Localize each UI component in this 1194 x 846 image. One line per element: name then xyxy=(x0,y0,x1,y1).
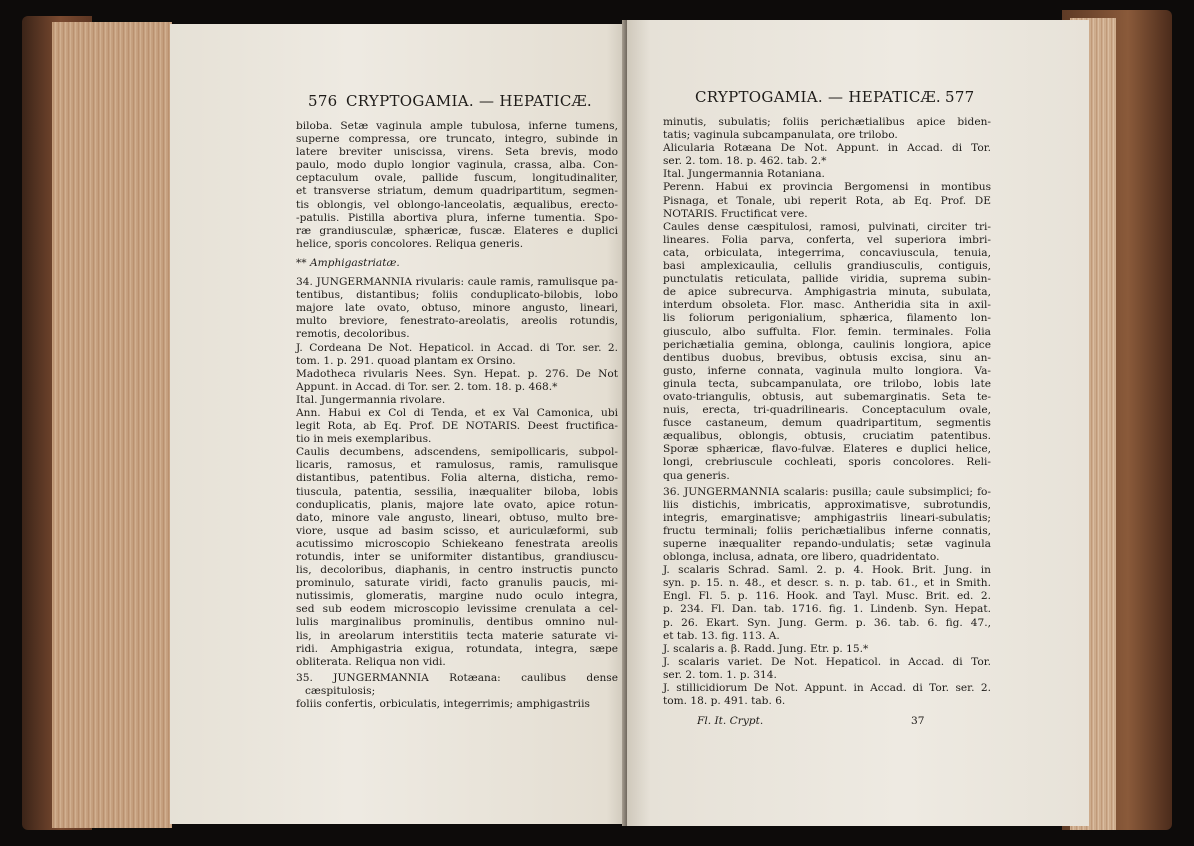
right-text-column xyxy=(663,116,991,708)
text-line: viore, usque ad basim scisso, et auriculæformi, sub xyxy=(296,524,618,537)
text-line: tis oblongis, vel oblongo-lanceolatis, æqualibus, erecto- xyxy=(296,198,618,211)
text-line: qua generis. xyxy=(663,469,730,482)
text-line: paulo, modo duplo longior vaginula, crassa, alba. Con- xyxy=(296,159,618,172)
text-line: dentibus duobus, brevibus, obtusis excisa, sinu an- xyxy=(663,351,991,364)
text-line: legit Rota, ab Eq. Prof. DE NOTARIS. Deest fructifica- xyxy=(296,420,618,433)
text-line: Engl. Fl. 5. p. 116. Hook. and Tayl. Musc. Brit. ed. 2. xyxy=(663,590,991,603)
text-line: J. scalaris a. β. Radd. Jung. Etr. p. 15.* xyxy=(663,642,869,655)
text-line: ginula tecta, subcampanulata, ore trilobo, lobis late xyxy=(663,377,991,390)
left-text-column xyxy=(296,120,618,711)
text-line: gusto, inferne connata, vaginula multo longiora. Va- xyxy=(663,364,991,377)
text-line: Pisnaga, et Tonale, ubi reperit Rota, ab Eq. Prof. DE xyxy=(663,194,991,207)
text-line: ser. 2. tom. 1. p. 314. xyxy=(663,668,777,681)
text-line: lis, in areolarum interstitiis tecta materie saturate vi- xyxy=(296,629,618,642)
text-line: 34. JUNGERMANNIA rivularis: caule ramis, ramulisque pa- xyxy=(296,276,618,289)
left-page-number: 576 xyxy=(308,92,338,110)
text-line: 36. JUNGERMANNIA scalaris: pusilla; caule subsimplici; fo- xyxy=(663,485,991,498)
text-line: ræ grandiusculæ, sphæricæ, fuscæ. Elateres e duplici xyxy=(296,224,618,237)
text-line: tiuscula, patentia, sessilia, inæqualiter biloba, lobis xyxy=(296,485,618,498)
text-line: ridi. Amphigastria exigua, rotundata, integra, sæpe xyxy=(296,642,618,655)
text-line: tom. 1. p. 291. quoad plantam ex Orsino. xyxy=(296,354,516,367)
text-line: p. 26. Ekart. Syn. Jung. Germ. p. 36. tab. 6. fig. 47., xyxy=(663,616,991,629)
text-line: ceptaculum ovale, pallide fuscum, longitudinaliter, xyxy=(296,172,618,185)
text-line: giusculo, albo suffulta. Flor. femin. terminales. Folia xyxy=(663,325,991,338)
text-line: minutis, subulatis; foliis perichætialibus apice biden- xyxy=(663,116,991,128)
text-line: de apice subrecurva. Amphigastria minuta, subulata, xyxy=(663,286,991,299)
text-line: tom. 18. p. 491. tab. 6. xyxy=(663,695,786,708)
text-line: longi, crebriuscule cochleati, sporis concolores. Reli- xyxy=(663,456,991,469)
text-line: -patulis. Pistilla abortiva plura, inferne tumentia. Spo- xyxy=(296,211,618,224)
text-line: nuis, erecta, tri-quadrilinearis. Conceptaculum ovale, xyxy=(663,404,991,417)
text-line: multo breviore, fenestrato-areolatis, areolis rotundis, xyxy=(296,315,618,328)
text-line: J. Cordeana De Not. Hepaticol. in Accad. di Tor. ser. 2. xyxy=(296,341,618,354)
text-line: ** Amphigastriatæ. xyxy=(296,256,400,269)
text-line: interdum obsoleta. Flor. masc. Antheridia sita in axil- xyxy=(663,299,991,312)
text-line: majore late ovato, obtuso, minore angusto, lineari, xyxy=(296,302,618,315)
text-line: Caules dense cæspitulosi, ramosi, pulvinati, circiter tri- xyxy=(663,220,991,233)
text-line: rotundis, inter se uniformiter distantibus, grandiuscu- xyxy=(296,551,618,563)
text-line: Appunt. in Accad. di Tor. ser. 2. tom. 18. p. 468.* xyxy=(296,380,558,393)
text-line: latere breviter uniscissa, virens. Seta brevis, modo xyxy=(296,146,618,159)
text-line: Alicularia Rotæana De Not. Appunt. in Accad. di Tor. xyxy=(663,142,991,155)
open-book xyxy=(22,10,1172,836)
text-line: acutissimo microscopio Schiekeano fenestrata areolis xyxy=(296,537,618,550)
text-line: p. 234. Fl. Dan. tab. 1716. fig. 1. Lindenb. Syn. Hepat. xyxy=(663,603,991,616)
text-line: ser. 2. tom. 18. p. 462. tab. 2.* xyxy=(663,155,827,168)
text-line: dato, minore vale angusto, lineari, obtuso, multo bre- xyxy=(296,511,618,524)
text-line: tentibus, distantibus; foliis conduplicato-bilobis, lobo xyxy=(296,289,618,302)
text-line: lis foliorum perigonialium, sphærica, filamento lon- xyxy=(663,312,991,325)
text-line: Madotheca rivularis Nees. Syn. Hepat. p. 276. De Not xyxy=(296,367,618,380)
text-line: licaris, ramosus, et ramulosus, ramis, ramulisque xyxy=(296,459,618,472)
text-line: lulis marginalibus prominulis, dentibus omnino nul- xyxy=(296,616,618,629)
text-line: ovato-triangulis, obtusis, aut subemarginatis. Seta te- xyxy=(663,390,991,403)
text-line: Caulis decumbens, adscendens, semipollicaris, subpol- xyxy=(296,446,618,459)
text-line: lis, decoloribus, diaphanis, in centro instructis puncto xyxy=(296,564,618,577)
text-line: syn. p. 15. n. 48., et descr. s. n. p. tab. 61., et in Smith. xyxy=(663,577,991,590)
text-line: sed sub eodem microscopio levissime crenulata a cel- xyxy=(296,603,618,616)
text-line: obliterata. Reliqua non vidi. xyxy=(296,655,446,668)
text-line: basi amplexicaulia, cellulis grandiusculis, contiguis, xyxy=(663,260,991,273)
text-line: et transverse striatum, demum quadripartitum, segmen- xyxy=(296,185,618,198)
text-line: NOTARIS. Fructificat vere. xyxy=(663,207,808,220)
text-line: distantibus, patentibus. Folia alterna, disticha, remo- xyxy=(296,472,618,485)
text-line: 35. JUNGERMANNIA Rotæana: caulibus dense cæspitulosis; xyxy=(296,671,618,697)
text-line: foliis confertis, orbiculatis, integerrimis; amphigastriis xyxy=(296,698,590,711)
right-page-number: 577 xyxy=(945,88,975,106)
right-page xyxy=(627,20,1089,826)
text-line: fusce castaneum, demum quadripartitum, segmentis xyxy=(663,417,991,430)
text-line: Ann. Habui ex Col di Tenda, et ex Val Camonica, ubi xyxy=(296,406,618,419)
text-line: integris, emarginatisve; amphigastriis lineari-subulatis; xyxy=(663,511,991,524)
signature-number: 37 xyxy=(911,715,925,727)
text-line: Ital. Jungermannia rivolare. xyxy=(296,393,446,406)
text-line: remotis, decoloribus. xyxy=(296,328,410,341)
text-line: cata, orbiculata, integerrima, concaviuscula, tenuia, xyxy=(663,246,991,259)
text-line: et tab. 13. fig. 113. A. xyxy=(663,629,780,642)
text-line: J. stillicidiorum De Not. Appunt. in Accad. di Tor. ser. 2. xyxy=(663,682,991,695)
text-line: æqualibus, oblongis, obtusis, cruciatim patentibus. xyxy=(663,430,991,443)
text-line: superne compressa, ore truncato, integro, subinde in xyxy=(296,133,618,146)
text-line: lineares. Folia parva, conferta, vel superiora imbri- xyxy=(663,233,991,246)
text-line: conduplicatis, planis, majore late ovato, apice rotun- xyxy=(296,498,618,511)
left-page-edges xyxy=(52,22,172,828)
text-line: fructu terminali; foliis perichætialibus inferne connatis, xyxy=(663,524,991,537)
right-running-header: CRYPTOGAMIA. — HEPATICÆ. xyxy=(695,88,941,106)
text-line: liis distichis, imbricatis, approximatisve, subrotundis, xyxy=(663,498,991,511)
text-line: helice, sporis concolores. Reliqua generis. xyxy=(296,237,524,250)
signature-mark: Fl. It. Crypt. xyxy=(697,715,764,727)
text-line: tatis; vaginula subcampanulata, ore trilobo. xyxy=(663,129,898,142)
text-line: prominulo, saturate viridi, facto granulis paucis, mi- xyxy=(296,577,618,590)
text-line: perichætialia gemina, oblonga, caulinis longiora, apice xyxy=(663,338,991,351)
text-line: tio in meis exemplaribus. xyxy=(296,433,432,446)
text-line: nutissimis, glomeratis, margine nudo oculo integra, xyxy=(296,590,618,603)
text-line: J. scalaris variet. De Not. Hepaticol. in Accad. di Tor. xyxy=(663,655,991,668)
text-line: punctulatis reticulata, pallide viridia, suprema subin- xyxy=(663,273,991,286)
text-line: Perenn. Habui ex provincia Bergomensi in montibus xyxy=(663,181,991,194)
text-line: superne inæqualiter repando-undulatis; setæ vaginula xyxy=(663,538,991,550)
text-line: Sporæ sphæricæ, flavo-fulvæ. Elateres e duplici helice, xyxy=(663,443,991,456)
left-page xyxy=(170,24,625,824)
text-line: J. scalaris Schrad. Saml. 2. p. 4. Hook. Brit. Jung. in xyxy=(663,564,991,577)
text-line: biloba. Setæ vaginula ample tubulosa, inferne tumens, xyxy=(296,120,618,132)
left-running-header: CRYPTOGAMIA. — HEPATICÆ. xyxy=(346,92,592,110)
text-line: Ital. Jungermannia Rotaniana. xyxy=(663,168,825,181)
text-line: oblonga, inclusa, adnata, ore libero, quadridentato. xyxy=(663,551,940,564)
